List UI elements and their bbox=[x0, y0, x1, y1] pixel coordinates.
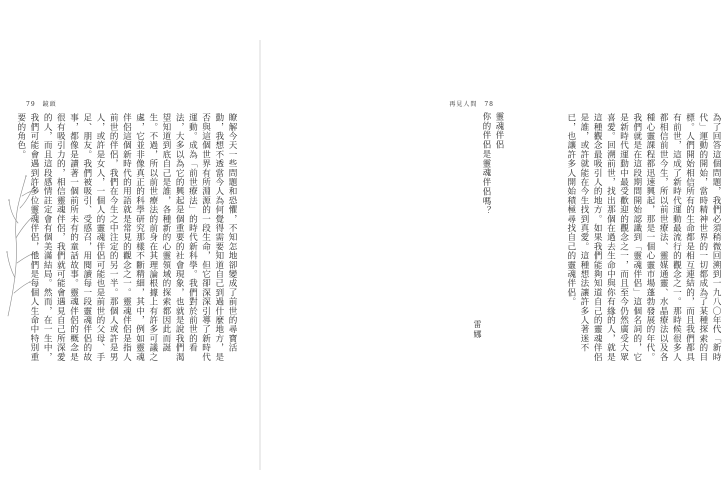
chapter-title-line-1: 靈魂伴侶 bbox=[495, 112, 505, 150]
right-page bbox=[260, 0, 721, 500]
left-body-text: 瞭解今天一些問題和恐懼，不知怎地卻變成了前世的尋寶活動，我想不透當今人為何覺得需要知道自己到過什麼地方，是否與這個世界有所淵源的一段生命，但它卻深深引導了新時代運動。成為「前世療法」的時代新科學。我們對於前世的看法，大多以為它的興起是個重要的社會現象，也就是說我們渴望知道到底自己是誰，各種新的心靈領域的探索都因此而誕生。不過，所以前世療法的前身在其理論根據上有許多可議之處，它並非像真正的科學研究那樣不斷精細，其中，例如靈魂伴侶這個新時代的用語就是常見的觀念之一。靈魂伴侶是指人前世的伴侶，我們在今生之中注定的另一半。那個人或許是男人，或許是女人，一個人的靈魂伴侶可能也是前世的父母、手足、朋友。我們被吸引、受感召，用閱讀每一段靈魂伴侶的故事，都像是讀著一個前所未有的童話故事。靈魂伴侶的概念是很有吸引力的，相信靈魂伴侶，我們就可能會遇見自己所深愛的人，而且這段感情註定會有個美滿結局。然而，在一生中，我們可能會遇到許多位靈魂伴侶，他們是每個人生命中特別重要的角色。 bbox=[15, 113, 237, 362]
right-running-head: 再見人間 bbox=[449, 101, 478, 108]
right-page-number: 78 bbox=[484, 101, 494, 108]
chapter-title bbox=[466, 112, 506, 222]
left-running-head: 鏡頭 bbox=[42, 101, 57, 108]
left-folio bbox=[22, 99, 57, 108]
left-page bbox=[0, 0, 260, 500]
right-folio bbox=[449, 99, 498, 108]
right-body-text: 為了回答這個問題，我們必須稍微回溯到一九八〇年代「新時代」運動的開始，當時精神世界的一切都成為了某種探索的目標。人們開始相信所有的生命都是相互連結的，而且我們都具有前世，這成了新時代運動最流行的觀念之一。那時候很多人都相信前世今生，所以前世療法、靈媒通靈、水晶療法以及各種心靈課程都迅速興起，那是一個心靈市場蓬勃發展的年代。我們就是在這段期間開始認識到「靈魂伴侶」這個名詞的，它是新時代運動中最受歡迎的觀念之一，而且至今仍然廣受大眾喜愛。回溯前世，找出那個在過去生命中與你有緣的人，就是這種觀念最吸引人的地方。如果我們能夠知道自己的靈魂伴侶是誰，或許就能在今生找到真愛。這種想法讓許多人著迷不已，也讓許多人開始積極尋找自己的靈魂伴侶。 bbox=[565, 113, 721, 362]
left-page-number: 79 bbox=[26, 101, 36, 108]
chapter-title-line-2: 你的伴侶是靈魂伴侶嗎？ bbox=[482, 112, 492, 216]
author-name: 雷娜 bbox=[473, 320, 482, 340]
